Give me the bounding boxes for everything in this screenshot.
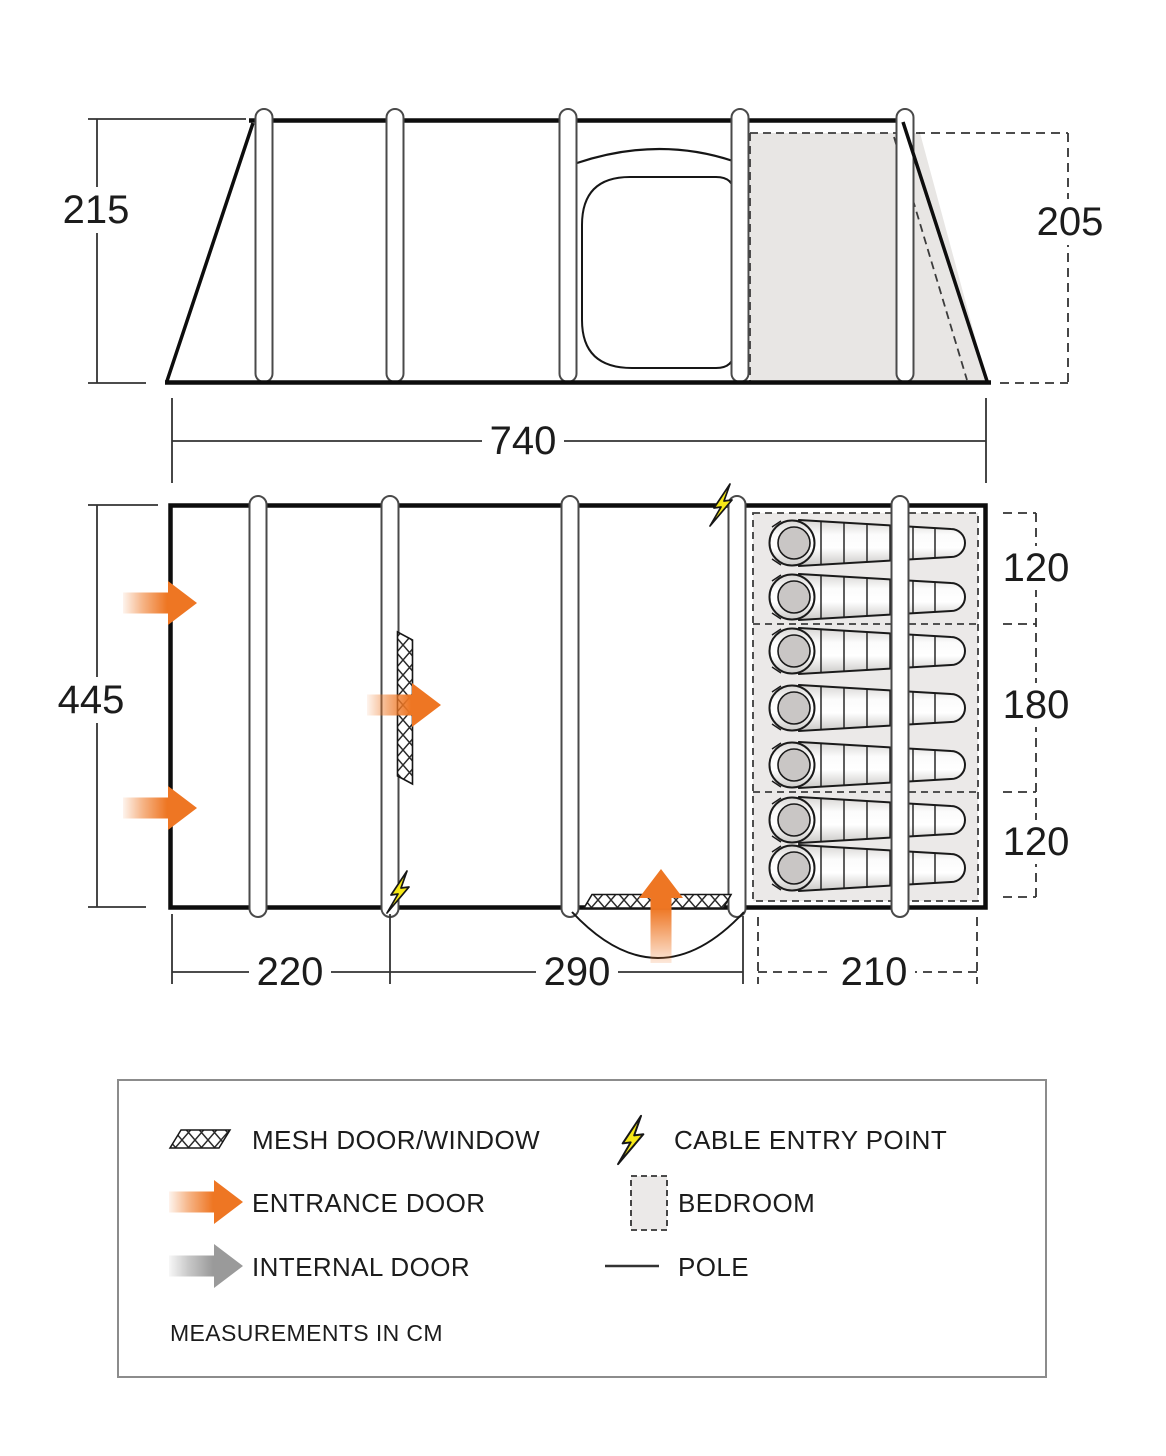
dim-label-740: 740 (489, 419, 557, 463)
dim-label-210: 210 (840, 950, 908, 994)
dim-label-445: 445 (57, 678, 125, 722)
measurements-note: MEASUREMENTS IN CM (170, 1320, 443, 1346)
pole-icon (256, 109, 273, 382)
dim-plan-sections (172, 914, 977, 994)
legend (118, 1080, 1046, 1377)
pole-icon (562, 496, 579, 917)
dim-label-120-top: 120 (1002, 546, 1070, 590)
pole-icon (387, 109, 404, 382)
dim-side-height-front (56, 119, 246, 383)
side-front-slope (167, 123, 253, 381)
side-window (582, 177, 734, 368)
legend-entrance-label: ENTRANCE DOOR (252, 1188, 486, 1218)
side-bedroom-area (750, 133, 987, 381)
pole-icon (729, 496, 746, 917)
legend-cable-label: CABLE ENTRY POINT (674, 1125, 948, 1155)
dim-label-215: 215 (62, 188, 130, 232)
dim-plan-width (51, 505, 158, 907)
dim-label-205: 205 (1036, 200, 1104, 244)
side-window-arc (577, 149, 733, 163)
pole-icon (732, 109, 749, 382)
pole-icon (560, 109, 577, 382)
dim-label-220: 220 (256, 950, 324, 994)
side-elevation-view (56, 109, 1110, 483)
mesh-swatch-icon (170, 1130, 230, 1148)
dim-label-290: 290 (543, 950, 611, 994)
dim-side-length (172, 398, 986, 483)
dim-label-120-bottom: 120 (1002, 820, 1070, 864)
legend-bedroom-label: BEDROOM (678, 1188, 816, 1218)
bedroom-swatch-icon (631, 1176, 667, 1230)
pole-icon (250, 496, 267, 917)
floor-plan-view (51, 484, 1077, 994)
pole-icon (892, 496, 909, 917)
legend-mesh-label: MESH DOOR/WINDOW (252, 1125, 541, 1155)
legend-internal-label: INTERNAL DOOR (252, 1252, 471, 1282)
dim-bedroom-sections (995, 513, 1077, 897)
dim-label-180: 180 (1002, 683, 1070, 727)
legend-pole-label: POLE (678, 1252, 749, 1282)
